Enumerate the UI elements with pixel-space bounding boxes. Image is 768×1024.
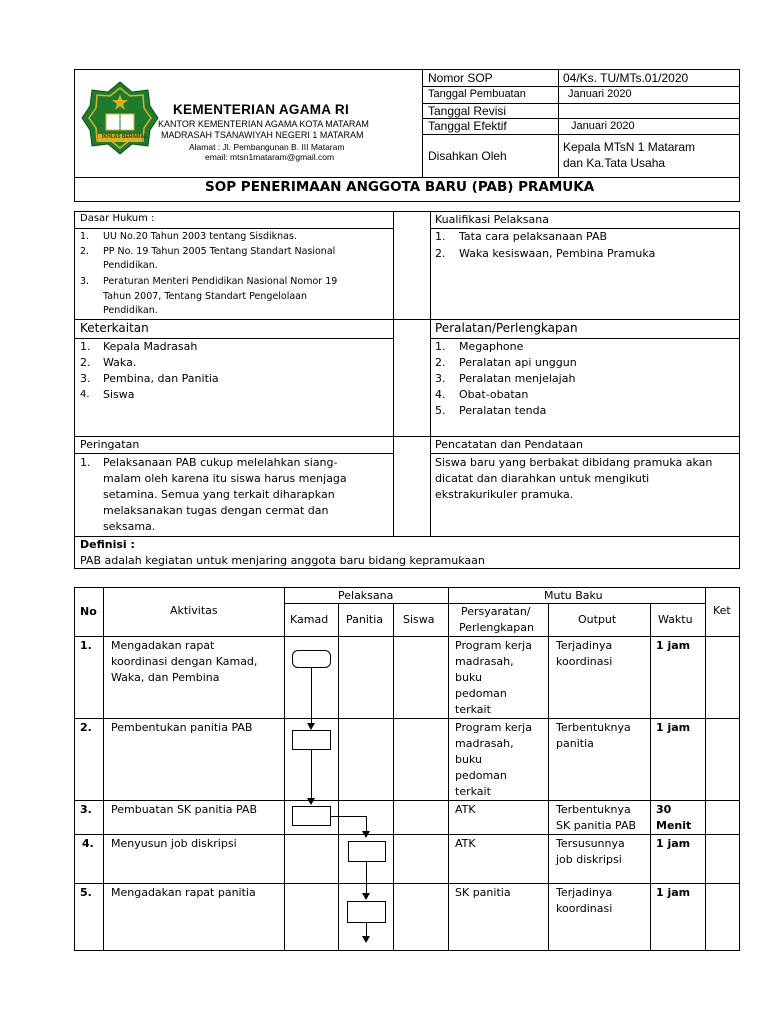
peralatan-item-4: Obat-obatan: [459, 388, 529, 401]
tanggal-pembuatan-value: Januari 2020: [568, 88, 632, 100]
flow-process-5: [347, 901, 386, 923]
flow-connector: [366, 862, 367, 893]
flow-connector: [366, 923, 367, 937]
flow-process-4: [348, 841, 386, 862]
peralatan-item-3: Peralatan menjelajah: [459, 372, 576, 385]
pencatatan-line-3: ekstrakurikuler pramuka.: [435, 488, 574, 501]
sop-title: SOP PENERIMAAN ANGGOTA BARU (PAB) PRAMUKA: [205, 179, 595, 195]
dasar-hukum-item-1: UU No.20 Tahun 2003 tentang Sisdiknas.: [103, 231, 297, 242]
col-waktu: Waktu: [658, 613, 693, 626]
peralatan-title: Peralatan/Perlengkapan: [435, 321, 578, 335]
col-siswa: Siswa: [403, 613, 435, 626]
peringatan-line-2: malam oleh karena itu siswa harus menjaga: [103, 472, 347, 485]
tanggal-revisi-label: Tanggal Revisi: [428, 104, 507, 118]
disahkan-oleh-value-1: Kepala MTsN 1 Mataram: [563, 140, 696, 154]
flow-arrow: [362, 936, 370, 943]
tanggal-efektif-value: Januari 2020: [571, 120, 635, 132]
org-line2: MADRASAH TSANAWIYAH NEGERI 1 MATARAM: [161, 130, 364, 140]
col-panitia: Panitia: [346, 613, 384, 626]
org-address: Alamat : Jl. Pembangunan B. III Mataram: [189, 142, 345, 152]
flow-process-3: [292, 806, 331, 826]
flow-connector: [311, 750, 312, 800]
peralatan-item-1: Megaphone: [459, 340, 524, 353]
flow-arrow: [362, 831, 370, 838]
disahkan-oleh-label: Disahkan Oleh: [428, 149, 507, 163]
tanggal-pembuatan-label: Tanggal Pembuatan: [428, 88, 526, 100]
keterkaitan-item-2: Waka.: [103, 356, 137, 369]
col-kamad: Kamad: [290, 613, 329, 626]
flow-process-2: [292, 730, 331, 750]
col-pelaksana: Pelaksana: [338, 589, 394, 602]
definisi-text: PAB adalah kegiatan untuk menjaring anggota baru bidang kepramukaan: [80, 554, 485, 567]
flow-connector: [311, 668, 312, 724]
peringatan-line-3: setamina. Semua yang terkait diharapkan: [103, 488, 335, 501]
col-persyaratan-2: Perlengkapan: [459, 621, 534, 634]
keterkaitan-item-1: Kepala Madrasah: [103, 340, 198, 353]
flow-start-terminator: [292, 650, 331, 668]
org-line1: KANTOR KEMENTERIAN AGAMA KOTA MATARAM: [158, 119, 369, 129]
tanggal-efektif-label: Tanggal Efektif: [428, 119, 507, 133]
flow-arrow: [307, 798, 315, 805]
nomor-sop-value: 04/Ks. TU/MTs.01/2020: [563, 71, 689, 85]
pencatatan-line-1: Siswa baru yang berbakat dibidang pramuka akan: [435, 456, 713, 469]
org-email: email: mtsn1mataram@gmail.com: [205, 152, 335, 162]
col-output: Output: [578, 613, 617, 626]
keterkaitan-item-4: Siswa: [103, 388, 135, 401]
logo-caption: IKHLAS BERAMAL: [102, 134, 147, 140]
pencatatan-title: Pencatatan dan Pendataan: [435, 438, 584, 451]
dasar-hukum-title: Dasar Hukum :: [80, 213, 155, 224]
kualifikasi-item-2: Waka kesiswaan, Pembina Pramuka: [459, 247, 656, 260]
keterkaitan-title: Keterkaitan: [80, 321, 149, 335]
peringatan-line-5: seksama.: [103, 520, 156, 533]
col-aktivitas: Aktivitas: [170, 604, 218, 617]
peralatan-item-2: Peralatan api unggun: [459, 356, 577, 369]
kemenag-logo-icon: [80, 80, 160, 156]
logo: [80, 80, 160, 156]
header-title-separator: [74, 177, 740, 178]
peringatan-title: Peringatan: [80, 438, 140, 451]
nomor-sop-label: Nomor SOP: [428, 71, 493, 85]
peringatan-line-1: Pelaksanaan PAB cukup melelahkan siang-: [103, 456, 338, 469]
flow-arrow: [307, 723, 315, 730]
kualifikasi-title: Kualifikasi Pelaksana: [435, 213, 549, 226]
flow-connector: [366, 816, 367, 832]
peralatan-item-5: Peralatan tenda: [459, 404, 547, 417]
disahkan-oleh-value-2: dan Ka.Tata Usaha: [563, 156, 666, 170]
col-mutu-baku: Mutu Baku: [544, 589, 603, 602]
peringatan-line-4: melaksanakan tugas dengan cermat dan: [103, 504, 329, 517]
definisi-title: Definisi :: [80, 538, 135, 551]
dasar-hukum-item-2: PP No. 19 Tahun 2005 Tentang Standart Nasional: [103, 246, 336, 257]
keterkaitan-item-3: Pembina, dan Panitia: [103, 372, 219, 385]
flow-connector: [331, 816, 367, 817]
col-persyaratan-1: Persyaratan/: [461, 605, 531, 618]
dasar-hukum-item-3: Peraturan Menteri Pendidikan Nasional Nomor 19: [103, 276, 338, 287]
org-title: KEMENTERIAN AGAMA RI: [173, 102, 349, 117]
col-ket: Ket: [713, 604, 731, 617]
col-no: No: [80, 605, 97, 618]
pencatatan-line-2: dicatat dan diarahkan untuk mengikuti: [435, 472, 650, 485]
kualifikasi-item-1: Tata cara pelaksanaan PAB: [459, 230, 608, 243]
flow-arrow: [362, 893, 370, 900]
